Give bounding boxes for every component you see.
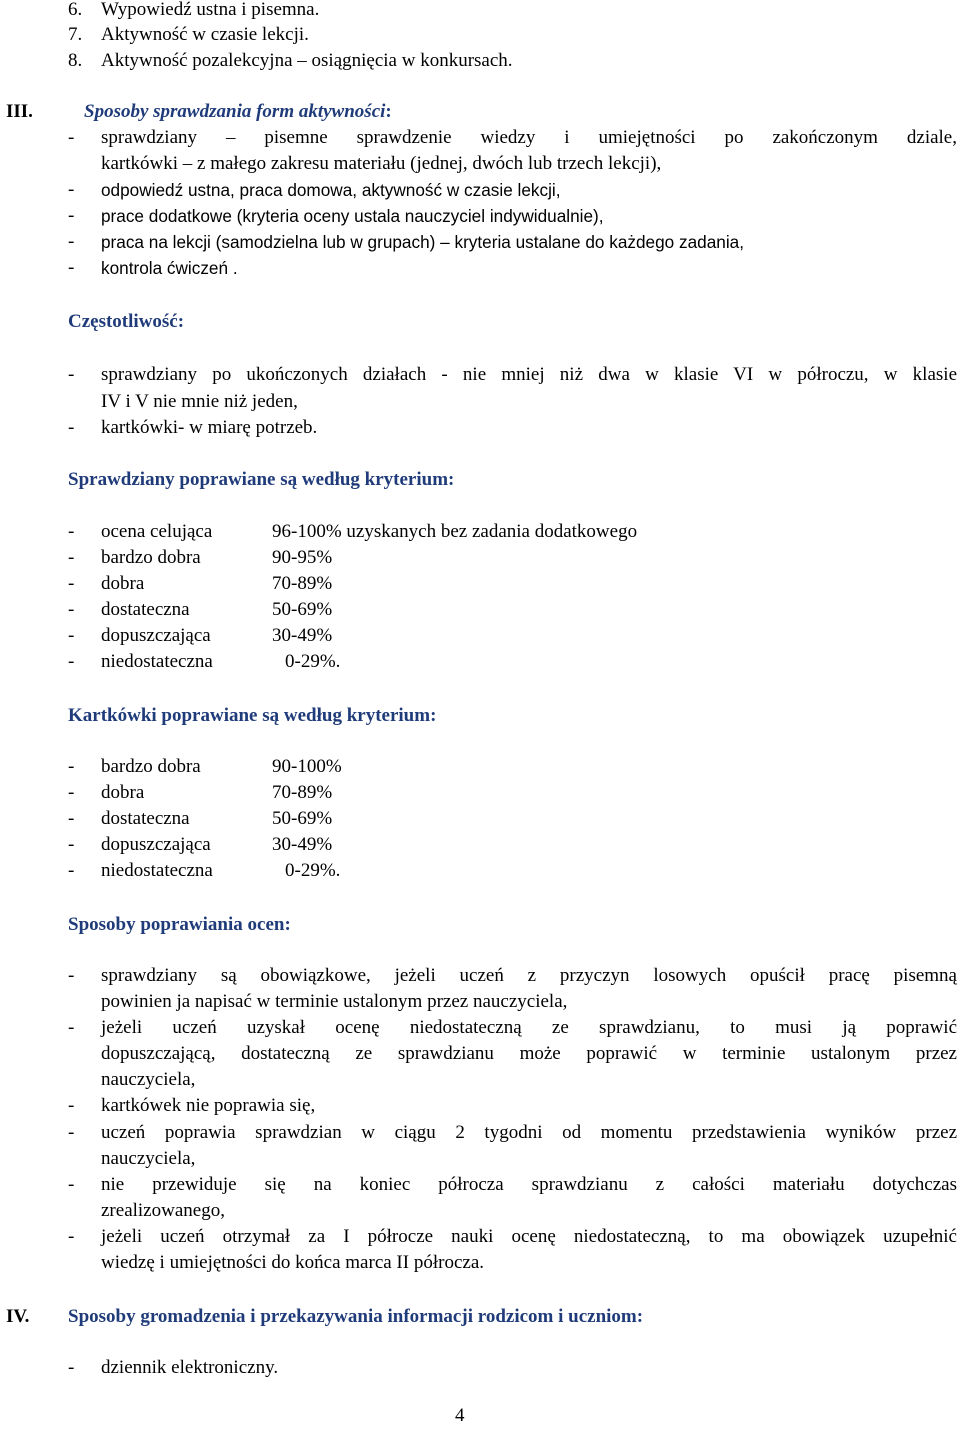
bullet-dash: - <box>68 782 75 803</box>
grade-range: 96-100% uzyskanych bez zadania dodatkowego <box>272 521 638 542</box>
bullet-dash: - <box>68 573 75 594</box>
list-item: dziennik elektroniczny. <box>101 1357 279 1378</box>
list-item: sprawdziany – pisemne sprawdzenie wiedzy i umiejętności po zakończonym dziale, <box>101 127 957 148</box>
list-item: Aktywność pozalekcyjna – osiągnięcia w konkursach. <box>101 50 513 71</box>
bullet-dash: - <box>68 808 75 829</box>
list-item: sprawdziany po ukończonych działach - nie mniej niż dwa w klasie VI w półroczu, w klasie <box>101 364 957 385</box>
bullet-dash: - <box>68 1357 75 1378</box>
list-item-continuation: wiedzę i umiejętności do końca marca II półrocza. <box>101 1252 484 1273</box>
grade-name: bardzo dobra <box>101 547 201 568</box>
page-number: 4 <box>455 1405 465 1426</box>
grade-range: 70-89% <box>272 573 333 594</box>
bullet-dash: - <box>68 364 75 385</box>
section-heading-colon: : <box>385 101 392 122</box>
list-number: 8. <box>68 50 83 71</box>
section-numeral: III. <box>6 101 33 122</box>
bullet-dash: - <box>68 179 75 200</box>
bullet-dash: - <box>68 205 75 226</box>
list-item: kartkówki- w miarę potrzeb. <box>101 417 318 438</box>
bullet-dash: - <box>68 1095 75 1116</box>
bullet-dash: - <box>68 257 75 278</box>
grade-name: niedostateczna <box>101 651 213 672</box>
list-item-continuation: powinien ja napisać w terminie ustalonym przez nauczyciela, <box>101 991 568 1012</box>
bullet-dash: - <box>68 1122 75 1143</box>
list-item: kontrola ćwiczeń . <box>101 258 238 278</box>
bullet-dash: - <box>68 417 75 438</box>
grade-name: dostateczna <box>101 808 190 829</box>
list-number: 7. <box>68 24 83 45</box>
list-item-continuation: nauczyciela, <box>101 1069 196 1090</box>
list-item: odpowiedź ustna, praca domowa, aktywność w czasie lekcji, <box>101 180 561 200</box>
bullet-dash: - <box>68 1226 75 1247</box>
bullet-dash: - <box>68 651 75 672</box>
grade-range: 50-69% <box>272 808 333 829</box>
bullet-dash: - <box>68 521 75 542</box>
bullet-dash: - <box>68 834 75 855</box>
bullet-dash: - <box>68 965 75 986</box>
list-item-continuation: zrealizowanego, <box>101 1200 225 1221</box>
grade-range: 0-29%. <box>285 651 341 672</box>
grade-range: 30-49% <box>272 625 333 646</box>
list-item: kartkówek nie poprawia się, <box>101 1095 316 1116</box>
bullet-dash: - <box>68 231 75 252</box>
list-item: nie przewiduje się na koniec półrocza sprawdzianu z całości materiału dotychczas <box>101 1174 957 1195</box>
grade-name: niedostateczna <box>101 860 213 881</box>
section-heading: Kartkówki poprawiane są według kryterium: <box>68 705 437 726</box>
list-item: sprawdziany są obowiązkowe, jeżeli uczeń z przyczyn losowych opuścił pracę pisemną <box>101 965 957 986</box>
grade-range: 30-49% <box>272 834 333 855</box>
section-heading: Częstotliwość: <box>68 311 185 332</box>
grade-name: dobra <box>101 782 145 803</box>
grade-range: 50-69% <box>272 599 333 620</box>
list-item-continuation: dopuszczającą, dostateczną ze sprawdzianu może poprawić w terminie ustalonym przez <box>101 1043 957 1064</box>
list-item-continuation: nauczyciela, <box>101 1148 196 1169</box>
list-item: uczeń poprawia sprawdzian w ciągu 2 tygodni od momentu przedstawienia wyników przez <box>101 1122 957 1143</box>
section-heading: Sposoby gromadzenia i przekazywania informacji rodzicom i uczniom: <box>68 1306 644 1327</box>
grade-range: 90-95% <box>272 547 333 568</box>
bullet-dash: - <box>68 127 75 148</box>
section-heading-text: Sposoby sprawdzania form aktywności <box>84 101 386 122</box>
list-item: jeżeli uczeń otrzymał za I półrocze nauki ocenę niedostateczną, to ma obowiązek uzupełnić <box>101 1226 957 1247</box>
section-numeral: IV. <box>6 1306 30 1327</box>
list-number: 6. <box>68 0 83 20</box>
list-item: prace dodatkowe (kryteria oceny ustala nauczyciel indywidualnie), <box>101 206 604 226</box>
bullet-dash: - <box>68 860 75 881</box>
grade-name: dobra <box>101 573 145 594</box>
list-item: Aktywność w czasie lekcji. <box>101 24 309 45</box>
list-item-continuation: IV i V nie mnie niż jeden, <box>101 391 298 412</box>
grade-range: 90-100% <box>272 756 342 777</box>
section-heading <box>84 99 392 125</box>
grade-name: dopuszczająca <box>101 834 211 855</box>
list-item: Wypowiedź ustna i pisemna. <box>101 0 320 20</box>
list-item: praca na lekcji (samodzielna lub w grupach) – kryteria ustalane do każdego zadania, <box>101 232 744 252</box>
grade-name: dostateczna <box>101 599 190 620</box>
grade-name: bardzo dobra <box>101 756 201 777</box>
bullet-dash: - <box>68 1174 75 1195</box>
bullet-dash: - <box>68 1017 75 1038</box>
grade-range: 0-29%. <box>285 860 341 881</box>
grade-name: dopuszczająca <box>101 625 211 646</box>
list-item-continuation: kartkówki – z małego zakresu materiału (jednej, dwóch lub trzech lekcji), <box>101 153 662 174</box>
bullet-dash: - <box>68 756 75 777</box>
bullet-dash: - <box>68 599 75 620</box>
section-heading: Sposoby poprawiania ocen: <box>68 914 291 935</box>
grade-range: 70-89% <box>272 782 333 803</box>
bullet-dash: - <box>68 547 75 568</box>
bullet-dash: - <box>68 625 75 646</box>
grade-name: ocena celująca <box>101 521 213 542</box>
section-heading: Sprawdziany poprawiane są według kryterium: <box>68 469 455 490</box>
list-item: jeżeli uczeń uzyskał ocenę niedostateczną ze sprawdzianu, to musi ją poprawić <box>101 1017 957 1038</box>
